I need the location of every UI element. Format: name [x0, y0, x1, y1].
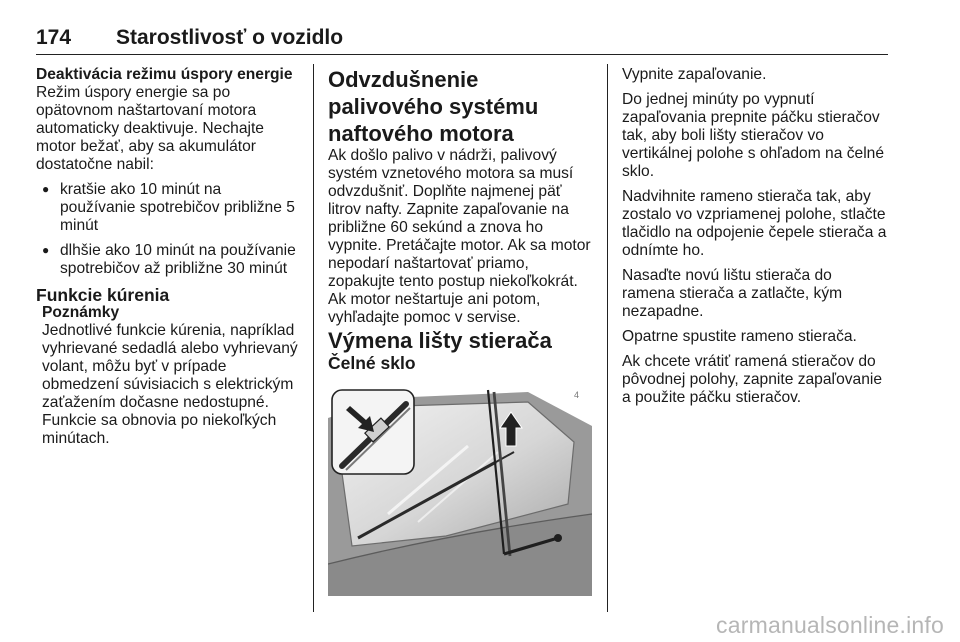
section-heading-heating: Funkcie kúrenia	[36, 285, 170, 305]
watermark-text: carmanualsonline.info	[716, 612, 944, 638]
wiper-illustration	[328, 386, 592, 596]
section-heading-fuel-bleed: Odvzdušnenie palivového systému naftového motora	[328, 67, 539, 146]
subsection-heading-windscreen: Čelné sklo	[328, 353, 416, 373]
wiper-step-6: Ak chcete vrátiť ramená stieračov do pôvodnej polohy, zapnite zapaľovanie a použite páčku stieračov.	[622, 353, 883, 406]
column-divider-1	[313, 64, 314, 612]
wiper-step-1: Vypnite zapaľovanie.	[622, 66, 767, 83]
page-title: Starostlivosť o vozidlo	[116, 26, 344, 49]
fuel-bleed-text: Ak došlo palivo v nádrži, palivový systém vznetového motora sa musí odvzdušniť. Doplňte najmenej päť litrov nafty. Zapnite zapaľovanie na približne 60 sekúnd a znova ho vypnite. Pretáčajte motor. Ak sa motor nepodarí naštartovať priamo, zopakujte tento postup niekoľkokrát. Ak motor neštartuje ani potom, vyhľadajte pomoc v servise.	[328, 147, 591, 326]
wiper-step-2: Do jednej minúty po vypnutí zapaľovania prepnite páčku stieračov tak, aby boli lišty stieračov vo vertikálnej polohe s ohľadom na čelné sklo.	[622, 91, 885, 180]
page-number: 174	[36, 26, 72, 49]
wiper-step-4: Nasaďte novú lištu stierača do ramena stierača a zatlačte, kým nezapadne.	[622, 267, 843, 320]
note-title: Poznámky	[42, 304, 120, 321]
bullet-item: ● kratšie ako 10 minút na používanie spotrebičov približne 5 minút	[36, 181, 298, 235]
section-heading-wiper-replacement: Výmena lišty stierača	[328, 328, 552, 353]
column-2	[328, 66, 594, 372]
note-text: Jednotlivé funkcie kúrenia, napríklad vyhrievané sedadlá alebo vyhrievaný volant, môžu byť v prípade obmedzení súvisiacich s elektrickým zaťažením dočasne nedostupné. Funkcie sa obnovia po niekoľkých minútach.	[42, 322, 298, 447]
bullet-item: ● dlhšie ako 10 minút na používanie spotrebičov až približne 30 minút	[36, 242, 298, 278]
column-divider-2	[607, 64, 608, 612]
section-heading-power-save: Deaktivácia režimu úspory energie	[36, 66, 293, 83]
wiper-step-5: Opatrne spustite rameno stierača.	[622, 328, 857, 345]
column-1	[36, 66, 298, 448]
page-header	[36, 26, 888, 55]
column-3	[622, 66, 888, 414]
power-save-bullet-list	[36, 181, 298, 278]
wiper-step-3: Nadvihnite rameno stierača tak, aby zostalo vo vzpriamenej polohe, stlačte tlačidlo na odpojenie čepele stierača a odnímte ho.	[622, 188, 887, 259]
heating-note	[36, 304, 298, 448]
power-save-intro: Režim úspory energie sa po opätovnom naštartovaní motora automaticky deaktivuje. Nechajte motor bežať, aby sa akumulátor dostatočne nabil:	[36, 84, 264, 173]
svg-text:4: 4	[574, 390, 580, 400]
